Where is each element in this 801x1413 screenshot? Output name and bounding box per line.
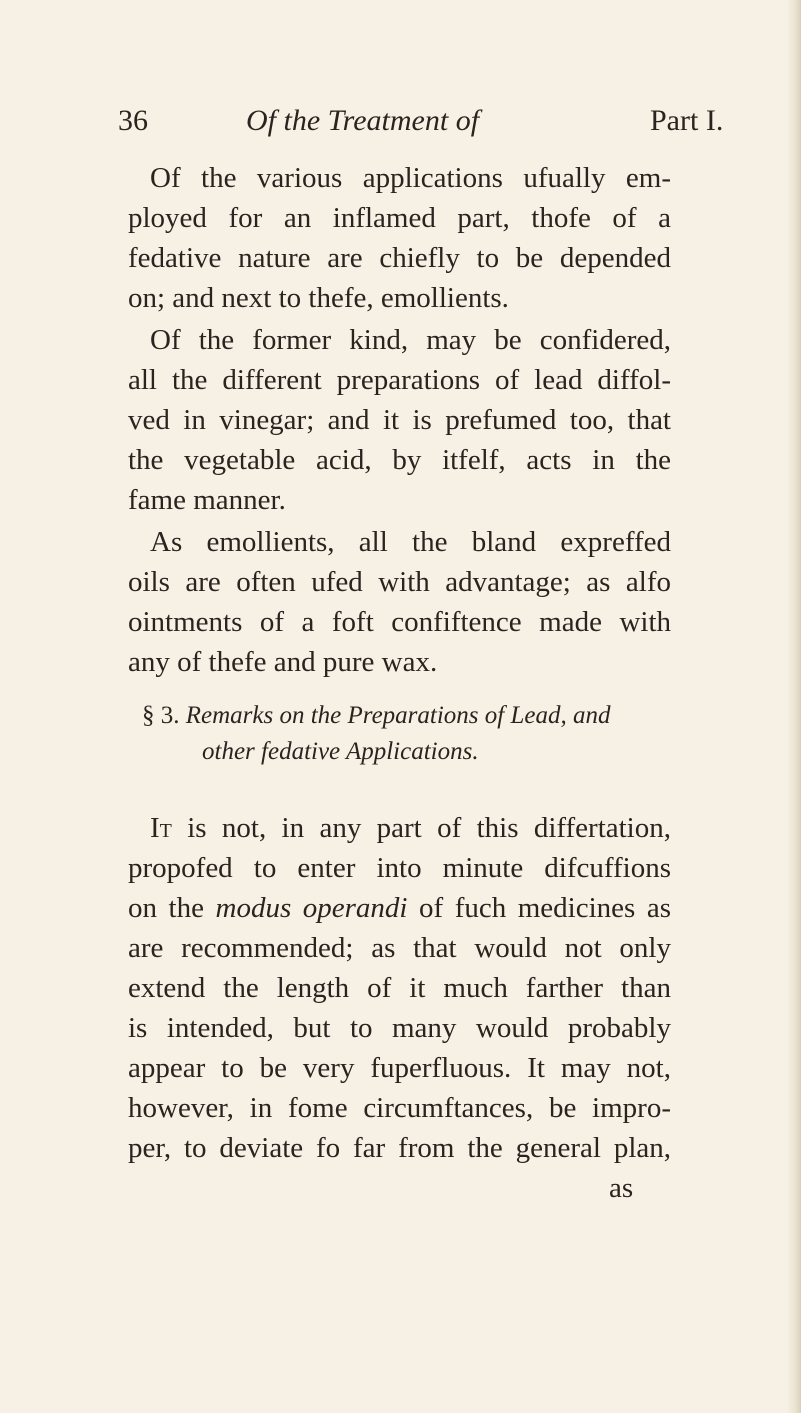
text-line: It is not, in any part of this differtation, — [150, 812, 671, 844]
page-number: 36 — [118, 104, 148, 137]
text-line: ointments of a foft confiftence made with — [128, 606, 671, 638]
text-line: on the modus operandi of fuch medicines as — [128, 892, 672, 924]
text-line: Of the former kind, may be confidered, — [150, 324, 671, 356]
page-header — [118, 100, 801, 142]
text-line: the vegetable acid, by itfelf, acts in the — [128, 444, 671, 476]
text-line: fame manner. — [128, 484, 286, 516]
text-line: ployed for an inflamed part, thofe of a — [128, 202, 671, 234]
latin-phrase: modus operandi — [215, 892, 408, 924]
part-label: Part I. — [650, 104, 724, 137]
text-line: is intended, but to many would probably — [128, 1012, 671, 1044]
running-title: Of the Treatment of — [246, 104, 480, 137]
section-title-cont: other fedative Applications. — [202, 738, 479, 765]
page-edge — [787, 0, 801, 1413]
text-line: As emollients, all the bland expreffed — [150, 526, 671, 558]
text-line: on; and next to thefe, emollients. — [128, 282, 509, 314]
text-line: oils are often ufed with advantage; as alfo — [128, 566, 671, 598]
section-title: Remarks on the Preparations of Lead, and — [185, 702, 611, 729]
section-heading-cont — [202, 734, 479, 770]
text-line: fedative nature are chiefly to be depended — [128, 242, 671, 274]
text-line: per, to deviate fo far from the general plan, — [128, 1132, 671, 1164]
catchword: as — [609, 1172, 634, 1204]
initial-word: It — [150, 812, 172, 844]
text-line: propofed to enter into minute difcuffions — [128, 852, 671, 884]
section-mark: § 3. — [142, 702, 180, 729]
text-line: are recommended; as that would not only — [128, 932, 671, 964]
text-line: any of thefe and pure wax. — [128, 646, 438, 678]
text-line: all the different preparations of lead diffol- — [128, 364, 671, 396]
text-line: appear to be very fuperfluous. It may not, — [128, 1052, 671, 1084]
text-line: ved in vinegar; and it is prefumed too, that — [128, 404, 671, 436]
text-line: extend the length of it much farther than — [128, 972, 671, 1004]
section-heading — [142, 698, 610, 734]
text-line: however, in fome circumftances, be impro- — [128, 1092, 671, 1124]
text-line: Of the various applications ufually em- — [150, 162, 671, 194]
